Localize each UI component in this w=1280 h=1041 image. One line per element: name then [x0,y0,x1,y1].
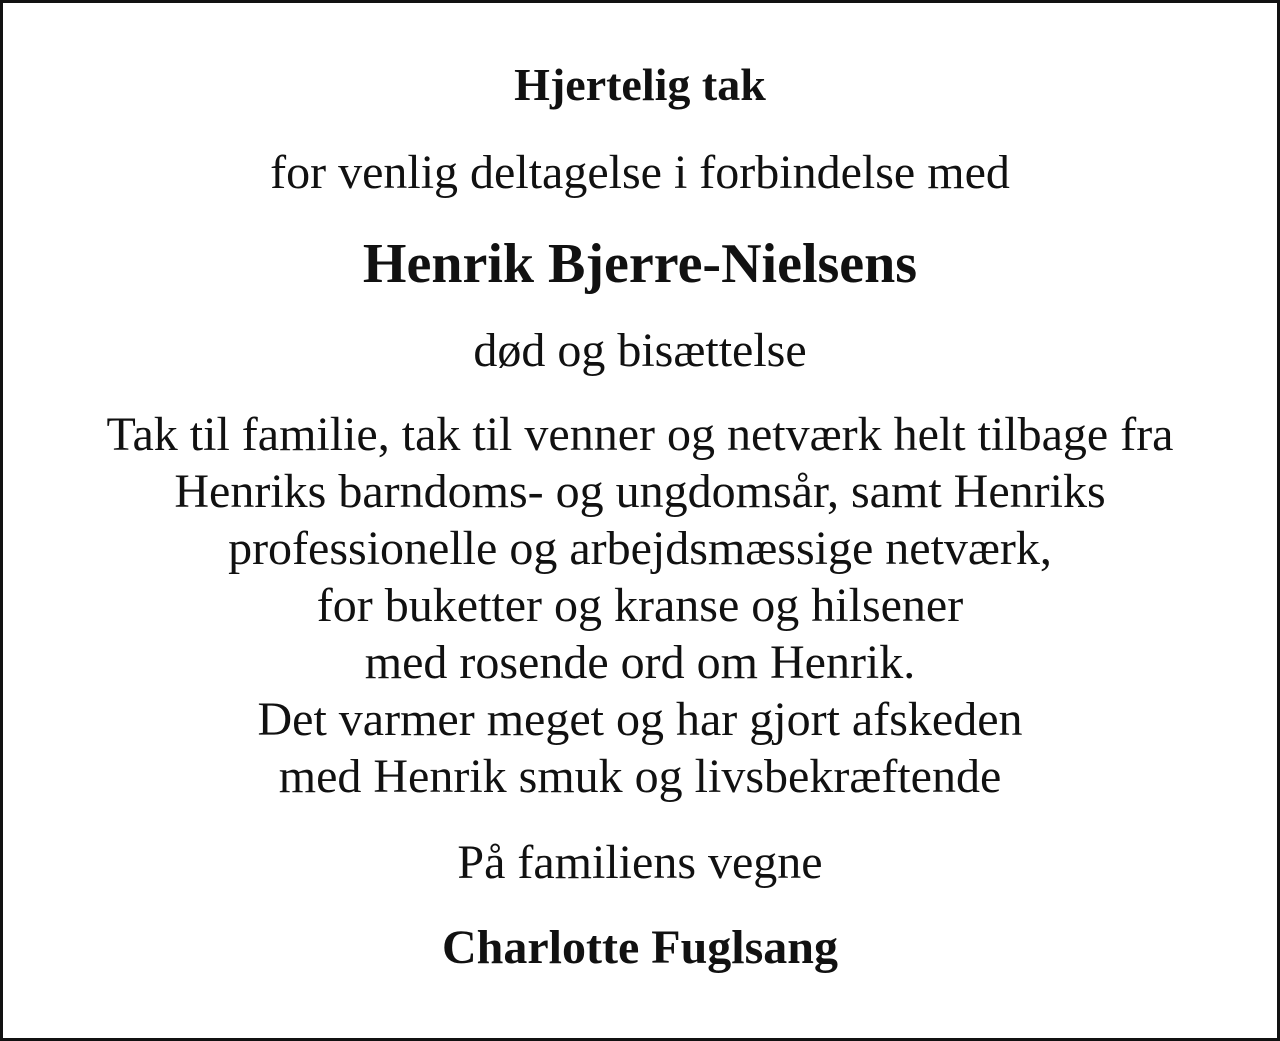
notice-event: død og bisættelse [473,324,807,377]
message-line: Tak til familie, tak til venner og netværk helt tilbage fra [106,408,1174,461]
notice-signature: Charlotte Fuglsang [442,921,838,974]
message-line: med Henrik smuk og livsbekræftende [278,750,1002,803]
notice-closing: På familiens vegne [457,836,823,889]
message-line: Henriks barndoms- og ungdomsår, samt Henriks [174,465,1106,518]
notice-heading: Hjertelig tak [514,59,766,110]
message-line: med rosende ord om Henrik. [364,636,916,689]
message-line: for buketter og kranse og hilsener [316,579,964,632]
notice-intro: for venlig deltagelse i forbindelse med [270,146,1010,199]
message-line: Det varmer meget og har gjort afskeden [257,693,1023,746]
thank-you-message [3,406,1277,805]
deceased-name: Henrik Bjerre-Nielsens [362,233,918,295]
message-line: professionelle og arbejdsmæssige netværk, [228,522,1052,575]
